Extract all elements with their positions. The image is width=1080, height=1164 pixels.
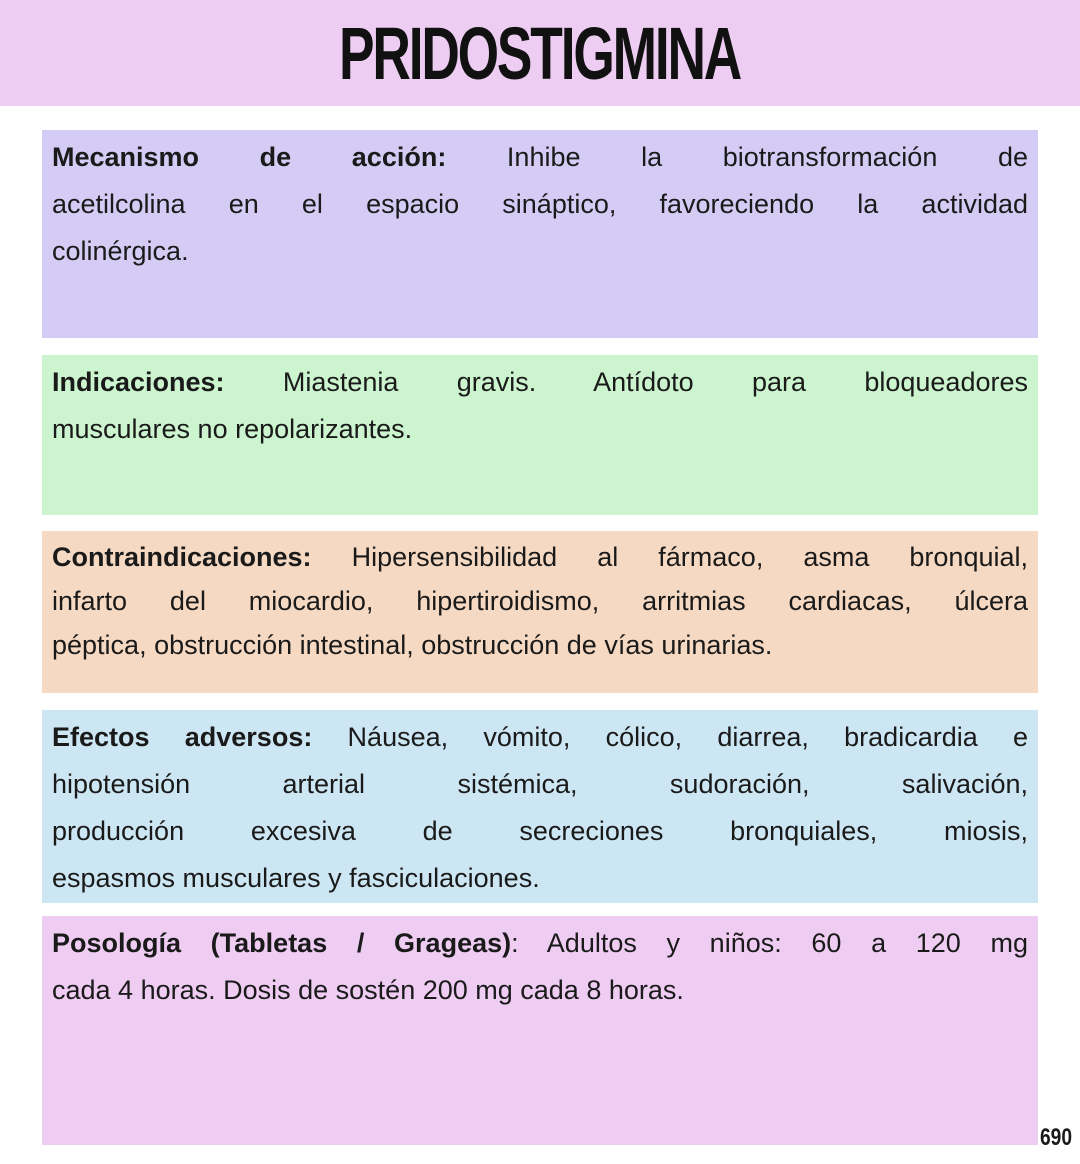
page-number: 690 <box>1039 1124 1072 1151</box>
section-text-line <box>52 228 1028 275</box>
section-text: producción excesiva de secreciones bronquiales, miosis, <box>52 816 1028 846</box>
section-text-line <box>52 967 1028 1014</box>
section-text-line <box>52 714 1028 761</box>
section-text: cada 4 horas. Dosis de sostén 200 mg cada 8 horas. <box>52 975 684 1005</box>
section-text: Hipersensibilidad al fármaco, asma bronquial, <box>311 542 1028 572</box>
section-text: infarto del miocardio, hipertiroidismo, arritmias cardiacas, úlcera <box>52 586 1028 616</box>
section-text-line <box>52 406 1028 453</box>
section-text: hipotensión arterial sistémica, sudoración, salivación, <box>52 769 1028 799</box>
page-title: PRIDOSTIGMINA <box>339 11 741 95</box>
section-text: Miastenia gravis. Antídoto para bloqueadores <box>224 367 1028 397</box>
section-text: Inhibe la biotransformación de <box>446 142 1028 172</box>
section-text-line <box>52 623 1028 667</box>
section-contraindicaciones <box>42 531 1038 693</box>
section-text: espasmos musculares y fasciculaciones. <box>52 863 540 893</box>
section-text: Náusea, vómito, cólico, diarrea, bradicardia e <box>312 722 1028 752</box>
section-text-line <box>52 808 1028 855</box>
section-text-line <box>52 855 1028 902</box>
section-text: acetilcolina en el espacio sináptico, favoreciendo la actividad <box>52 189 1028 219</box>
section-mecanismo <box>42 130 1038 338</box>
section-text-line <box>52 535 1028 579</box>
section-label: Efectos adversos: <box>52 722 313 752</box>
section-text: colinérgica. <box>52 236 189 266</box>
section-label: Indicaciones: <box>52 367 225 397</box>
section-text-line <box>52 761 1028 808</box>
section-text-line <box>52 181 1028 228</box>
section-efectos-adversos <box>42 710 1038 903</box>
section-label: Contraindicaciones: <box>52 542 312 572</box>
section-text: musculares no repolarizantes. <box>52 414 413 444</box>
section-text-line <box>52 359 1028 406</box>
section-label: Mecanismo de acción: <box>52 142 447 172</box>
section-indicaciones <box>42 355 1038 515</box>
section-posologia <box>42 916 1038 1145</box>
section-text-line <box>52 920 1028 967</box>
title-banner <box>0 0 1080 106</box>
section-label: Posología (Tabletas / Grageas) <box>52 928 512 958</box>
section-text-line <box>52 134 1028 181</box>
section-text-line <box>52 579 1028 623</box>
section-text: péptica, obstrucción intestinal, obstrucción de vías urinarias. <box>52 630 773 660</box>
section-text: : Adultos y niños: 60 a 120 mg <box>511 928 1029 958</box>
